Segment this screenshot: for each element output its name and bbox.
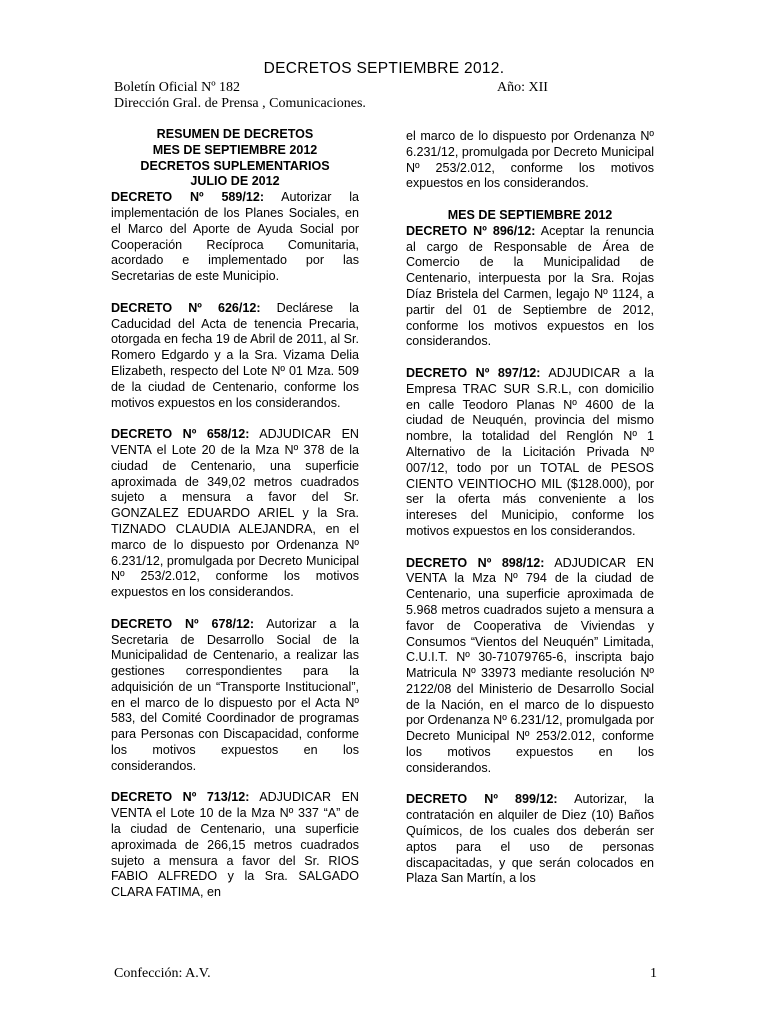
summary-heading: RESUMEN DE DECRETOS (156, 127, 314, 141)
decree-text: ADJUDICAR EN VENTA la Mza Nº 794 de la ciudad de Centenario, una superficie aproximada de 5.968 metros cuadrados sujeto a mensura a favor de Cooperativa de Viviendas y Consumos “Vientos del Neuquén” Limitada, C.U.I.T. Nº 30-71079765-6, inscripta bajo Matricula Nº 33973 mediante resolución Nº 2122/08 del Ministerio de Desarrollo Social de la Nación, en el marco de lo dispuesto por Ordenanza Nº 6.231/12, promulgada por Decreto Municipal Nº 253/2.012, conforme los motivos expuestos en los considerandos. (406, 555, 655, 775)
document-title: DECRETOS SEPTIEMBRE 2012. (263, 60, 505, 77)
september-heading: MES DE SEPTIEMBRE 2012 (447, 207, 613, 222)
decree-label: DECRETO Nº 658/12: (111, 427, 250, 442)
decree-label: DECRETO Nº 626/12: (111, 300, 261, 315)
decree-entry (406, 224, 654, 350)
decree-text: Autorizar a la Secretaria de Desarrollo Social de la Municipalidad de Centenario, a realizar las gestiones correspondientes para la adquisición de un “Transporte Institucional”, en el marco de lo dispuesto por el Acta Nº 583, del Comité Coordinador de programas para Personas con Discapacidad, conforme los motivos expuestos en los considerandos. (111, 616, 359, 773)
decree-text: Autorizar la implementación de los Planes Sociales, en el Marco del Aporte de Ayuda Social por Cooperación Recíproca Comunitaria, acordado e implementado por las Secretarias de este Municipio. (111, 190, 359, 284)
decree-text: ADJUDICAR a la Empresa TRAC SUR S.R.L, con domicilio en calle Teodoro Planas Nº 4600 de la ciudad de Neuquén, provincia del mismo nombre, la totalidad del Renglón Nº 1 Alternativo de la Licitación Privada Nº 007/12, todo por un TOTAL de PESOS CIENTO VEINTIOCHO MIL ($128.000), por ser la oferta más conveniente a los intereses del Municipio, conforme los motivos expuestos en los considerandos. (406, 365, 654, 538)
decree-label: DECRETO Nº 898/12: (406, 555, 545, 570)
decree-text: Autorizar, la contratación en alquiler de Diez (10) Baños Químicos, de los cuales dos deberán ser aptos para el uso de personas discapacitadas, y que serán colocados en Plaza San Martín, a los (406, 792, 654, 886)
decree-text: ADJUDICAR EN VENTA el Lote 10 de la Mza Nº 337 “A” de la ciudad de Centenario, una superficie aproximada de 266,15 metros cuadrados sujeto a mensura a favor del Sr. RIOS FABIO ALFREDO y la Sra. SALGADO CLARA FATIMA, en (111, 790, 359, 900)
decree-text: Aceptar la renuncia al cargo de Responsable de Área de Comercio de la Municipalidad de Centenario, interpuesta por la Sra. Rojas Díaz Bristela del Carmen, legajo Nº 1124, a partir del 01 de Septiembre de 2012, conforme los motivos expuestos en los considerandos. (406, 223, 654, 349)
right-column (406, 129, 654, 903)
decree-label: DECRETO Nº 589/12: (111, 190, 265, 205)
decree-entry (111, 617, 359, 775)
left-column (111, 127, 359, 917)
decree-entry (111, 427, 359, 601)
decree-label: DECRETO Nº 678/12: (111, 616, 255, 631)
footer-credit: Confección: A.V. (114, 966, 211, 981)
decree-entry (111, 790, 359, 901)
bulletin-number: Boletín Oficial Nº 182 (114, 80, 241, 95)
month-heading: MES DE SEPTIEMBRE 2012 (152, 142, 318, 157)
decree-text: ADJUDICAR EN VENTA el Lote 20 de la Mza Nº 378 de la ciudad de Centenario, una superficie aproximada de 349,02 metros cuadrados sujeto a mensura a favor del Sr. GONZALEZ EDUARDO ARIEL y la Sra. TIZNADO CLAUDIA ALEJANDRA, en el marco de lo dispuesto por Ordenanza Nº 6.231/12, promulgada por Decreto Municipal Nº 253/2.012, conforme los motivos expuestos en los considerandos. (111, 427, 359, 600)
issuing-office: Dirección Gral. de Prensa , Comunicaciones. (114, 96, 366, 111)
decree-entry (406, 792, 654, 887)
decree-label: DECRETO Nº 897/12: (406, 365, 541, 380)
decree-entry (111, 190, 359, 285)
page-number: 1 (650, 966, 657, 981)
decree-label: DECRETO Nº 896/12: (406, 223, 536, 238)
supplementary-heading: DECRETOS SUPLEMENTARIOS (140, 158, 330, 173)
july-heading: JULIO DE 2012 (190, 174, 280, 189)
decree-label: DECRETO Nº 713/12: (111, 790, 250, 805)
decree-entry (111, 301, 359, 412)
decree-label: DECRETO Nº 899/12: (406, 792, 558, 807)
bulletin-year: Año: XII (497, 80, 548, 95)
decree-entry (406, 366, 654, 540)
decree-text: Declárese la Caducidad del Acta de tenencia Precaria, otorgada en fecha 19 de Abril de 2011, al Sr. Romero Edgardo y a la Sra. Vizama Delia Elizabeth, respecto del Lote Nº 01 Mza. 509 de la ciudad de Centenario, conforme los motivos expuestos en los considerandos. (111, 300, 359, 410)
decree-entry (406, 556, 654, 777)
continued-text: el marco de lo dispuesto por Ordenanza Nº 6.231/12, promulgada por Decreto Municipal Nº 253/2.012, conforme los motivos expuestos en los considerandos. (406, 129, 654, 191)
